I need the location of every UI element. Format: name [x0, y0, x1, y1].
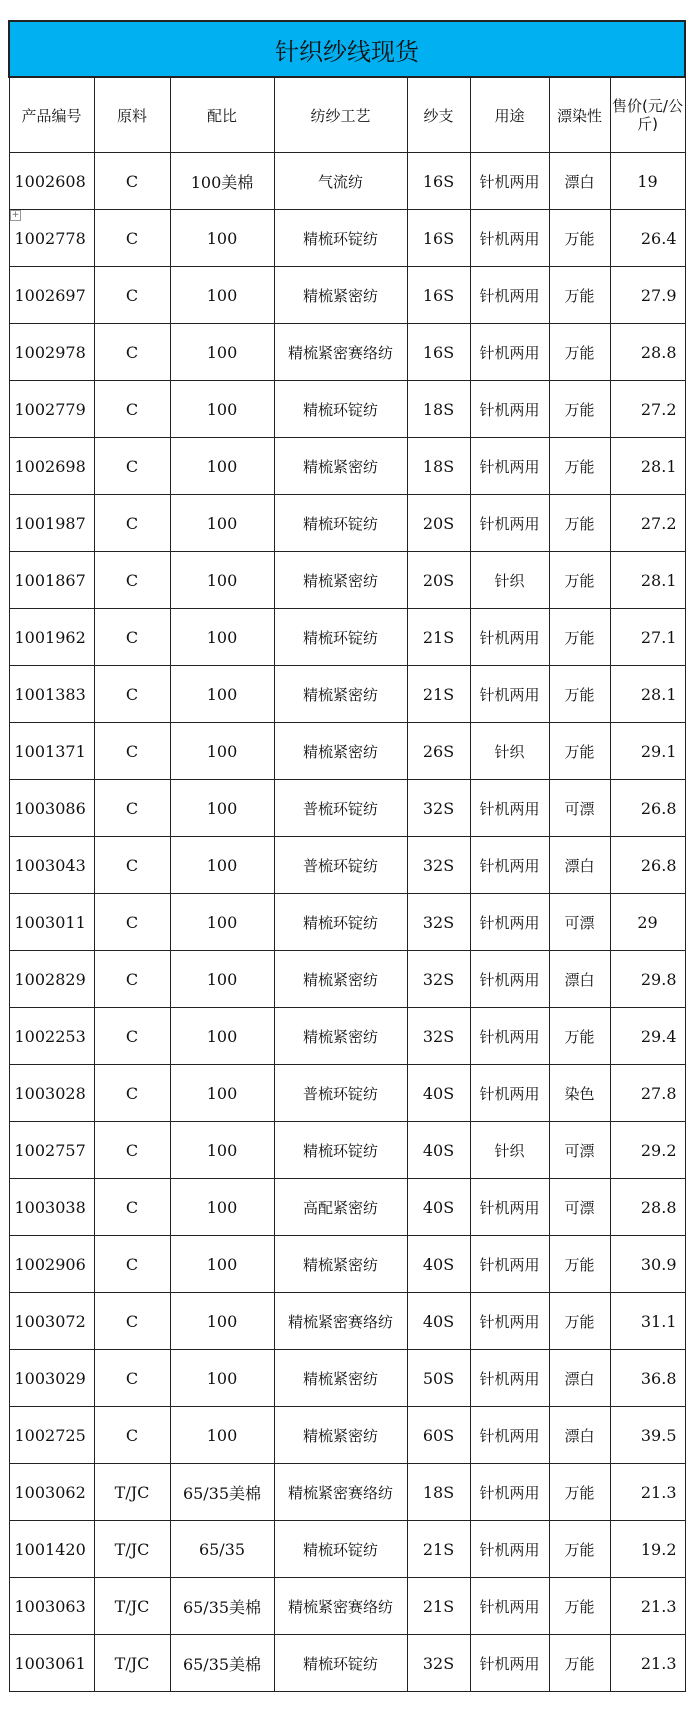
price-cell[interactable]: 27.8	[610, 1065, 685, 1122]
product-code-cell[interactable]: 1001962	[9, 609, 94, 666]
ratio-cell[interactable]: 65/35	[170, 1521, 274, 1578]
count-cell[interactable]: 16S	[407, 324, 470, 381]
price-cell[interactable]: 36.8	[610, 1350, 685, 1407]
material-cell[interactable]: C	[94, 153, 170, 210]
ratio-cell[interactable]: 100	[170, 723, 274, 780]
material-cell[interactable]: C	[94, 837, 170, 894]
product-code-cell[interactable]: 1002778	[9, 210, 94, 267]
product-code-cell[interactable]: 1002608	[9, 153, 94, 210]
material-cell[interactable]: C	[94, 723, 170, 780]
usage-cell[interactable]: 针机两用	[470, 153, 549, 210]
material-cell[interactable]: T/JC	[94, 1578, 170, 1635]
ratio-cell[interactable]: 100	[170, 894, 274, 951]
table-row	[9, 324, 685, 381]
material-cell[interactable]: C	[94, 609, 170, 666]
ratio-cell[interactable]: 100	[170, 1236, 274, 1293]
process-cell[interactable]: 精梳紧密纺	[274, 951, 407, 1008]
dyeability-cell[interactable]: 万能	[549, 324, 610, 381]
dyeability-cell[interactable]: 万能	[549, 609, 610, 666]
usage-cell[interactable]: 针机两用	[470, 894, 549, 951]
price-cell[interactable]: 26.4	[610, 210, 685, 267]
price-cell[interactable]: 27.2	[610, 381, 685, 438]
price-cell[interactable]: 21.3	[610, 1578, 685, 1635]
dyeability-cell[interactable]: 染色	[549, 1065, 610, 1122]
dyeability-cell[interactable]: 可漂	[549, 1179, 610, 1236]
process-cell[interactable]: 精梳环锭纺	[274, 495, 407, 552]
dyeability-cell[interactable]: 漂白	[549, 153, 610, 210]
ratio-cell[interactable]: 100	[170, 1179, 274, 1236]
process-cell[interactable]: 精梳紧密赛络纺	[274, 1578, 407, 1635]
table-row	[9, 1407, 685, 1464]
price-cell[interactable]: 31.1	[610, 1293, 685, 1350]
product-code-cell[interactable]: 1002698	[9, 438, 94, 495]
material-cell[interactable]: C	[94, 780, 170, 837]
process-cell[interactable]: 精梳紧密纺	[274, 666, 407, 723]
dyeability-cell[interactable]: 漂白	[549, 951, 610, 1008]
material-cell[interactable]: C	[94, 894, 170, 951]
ratio-cell[interactable]: 100	[170, 837, 274, 894]
ratio-cell[interactable]: 100	[170, 381, 274, 438]
material-cell[interactable]: C	[94, 666, 170, 723]
ratio-cell[interactable]: 100	[170, 1350, 274, 1407]
column-header: 配比	[170, 77, 274, 153]
count-cell[interactable]: 60S	[407, 1407, 470, 1464]
product-code-cell[interactable]: 1002906	[9, 1236, 94, 1293]
product-code-cell[interactable]: 1003072	[9, 1293, 94, 1350]
dyeability-cell[interactable]: 万能	[549, 1578, 610, 1635]
column-header: 漂染性	[549, 77, 610, 153]
table-row	[9, 723, 685, 780]
dyeability-cell[interactable]: 万能	[549, 1521, 610, 1578]
ratio-cell[interactable]: 100	[170, 495, 274, 552]
column-header: 售价(元/公斤)	[610, 77, 685, 153]
usage-cell[interactable]: 针机两用	[470, 1350, 549, 1407]
product-code-cell[interactable]: 1001987	[9, 495, 94, 552]
table-row	[9, 495, 685, 552]
dyeability-cell[interactable]: 万能	[549, 1635, 610, 1692]
dyeability-cell[interactable]: 漂白	[549, 837, 610, 894]
table-row	[9, 1464, 685, 1521]
material-cell[interactable]: C	[94, 1065, 170, 1122]
product-code-cell[interactable]: 1002725	[9, 1407, 94, 1464]
count-cell[interactable]: 32S	[407, 1635, 470, 1692]
table-row	[9, 837, 685, 894]
table-row	[9, 1293, 685, 1350]
price-cell[interactable]: 27.9	[610, 267, 685, 324]
usage-cell[interactable]: 针机两用	[470, 438, 549, 495]
price-cell[interactable]: 19	[610, 153, 685, 210]
process-cell[interactable]: 精梳环锭纺	[274, 609, 407, 666]
count-cell[interactable]: 18S	[407, 1464, 470, 1521]
process-cell[interactable]: 精梳环锭纺	[274, 210, 407, 267]
count-cell[interactable]: 32S	[407, 780, 470, 837]
usage-cell[interactable]: 针机两用	[470, 210, 549, 267]
price-cell[interactable]: 27.2	[610, 495, 685, 552]
process-cell[interactable]: 精梳环锭纺	[274, 894, 407, 951]
ratio-cell[interactable]: 100	[170, 210, 274, 267]
material-cell[interactable]: T/JC	[94, 1464, 170, 1521]
table-row	[9, 609, 685, 666]
product-code-cell[interactable]: 1002779	[9, 381, 94, 438]
count-cell[interactable]: 16S	[407, 153, 470, 210]
material-cell[interactable]: C	[94, 495, 170, 552]
usage-cell[interactable]: 针织	[470, 552, 549, 609]
column-header: 原料	[94, 77, 170, 153]
material-cell[interactable]: C	[94, 1236, 170, 1293]
count-cell[interactable]: 21S	[407, 1521, 470, 1578]
price-cell[interactable]: 39.5	[610, 1407, 685, 1464]
column-header: 用途	[470, 77, 549, 153]
count-cell[interactable]: 32S	[407, 951, 470, 1008]
product-code-cell[interactable]: 1003043	[9, 837, 94, 894]
ratio-cell[interactable]: 100	[170, 324, 274, 381]
process-cell[interactable]: 精梳紧密纺	[274, 1008, 407, 1065]
product-code-cell[interactable]: 1002757	[9, 1122, 94, 1179]
dyeability-cell[interactable]: 万能	[549, 381, 610, 438]
usage-cell[interactable]: 针机两用	[470, 1635, 549, 1692]
product-code-cell[interactable]: 1001420	[9, 1521, 94, 1578]
usage-cell[interactable]: 针机两用	[470, 495, 549, 552]
price-cell[interactable]: 26.8	[610, 780, 685, 837]
material-cell[interactable]: T/JC	[94, 1521, 170, 1578]
product-code-cell[interactable]: 1003028	[9, 1065, 94, 1122]
material-cell[interactable]: C	[94, 552, 170, 609]
column-header: 纱支	[407, 77, 470, 153]
table-row	[9, 1350, 685, 1407]
price-cell[interactable]: 29.1	[610, 723, 685, 780]
dyeability-cell[interactable]: 漂白	[549, 1407, 610, 1464]
column-header: 产品编号	[9, 77, 94, 153]
price-cell[interactable]: 29.2	[610, 1122, 685, 1179]
price-cell[interactable]: 29	[610, 894, 685, 951]
product-code-cell[interactable]: 1003061	[9, 1635, 94, 1692]
product-code-cell[interactable]: 1003038	[9, 1179, 94, 1236]
ratio-cell[interactable]: 100	[170, 1065, 274, 1122]
count-cell[interactable]: 40S	[407, 1293, 470, 1350]
ratio-cell[interactable]: 65/35美棉	[170, 1464, 274, 1521]
price-cell[interactable]: 19.2	[610, 1521, 685, 1578]
count-cell[interactable]: 18S	[407, 438, 470, 495]
dyeability-cell[interactable]: 万能	[549, 1293, 610, 1350]
process-cell[interactable]: 精梳紧密纺	[274, 438, 407, 495]
dyeability-cell[interactable]: 万能	[549, 495, 610, 552]
process-cell[interactable]: 气流纺	[274, 153, 407, 210]
product-code-cell[interactable]: 1001867	[9, 552, 94, 609]
table-row	[9, 267, 685, 324]
count-cell[interactable]: 21S	[407, 609, 470, 666]
count-cell[interactable]: 40S	[407, 1122, 470, 1179]
process-cell[interactable]: 精梳紧密纺	[274, 723, 407, 780]
price-cell[interactable]: 21.3	[610, 1464, 685, 1521]
count-cell[interactable]: 32S	[407, 837, 470, 894]
usage-cell[interactable]: 针机两用	[470, 1521, 549, 1578]
usage-cell[interactable]: 针机两用	[470, 837, 549, 894]
ratio-cell[interactable]: 100	[170, 1407, 274, 1464]
usage-cell[interactable]: 针织	[470, 723, 549, 780]
product-code-cell[interactable]: 1003062	[9, 1464, 94, 1521]
count-cell[interactable]: 32S	[407, 894, 470, 951]
count-cell[interactable]: 18S	[407, 381, 470, 438]
usage-cell[interactable]: 针机两用	[470, 1578, 549, 1635]
table-row	[9, 894, 685, 951]
dyeability-cell[interactable]: 万能	[549, 552, 610, 609]
dyeability-cell[interactable]: 可漂	[549, 894, 610, 951]
price-cell[interactable]: 30.9	[610, 1236, 685, 1293]
material-cell[interactable]: C	[94, 381, 170, 438]
process-cell[interactable]: 高配紧密纺	[274, 1179, 407, 1236]
table-row	[9, 1065, 685, 1122]
process-cell[interactable]: 精梳环锭纺	[274, 381, 407, 438]
process-cell[interactable]: 普梳环锭纺	[274, 780, 407, 837]
product-code-cell[interactable]: 1003086	[9, 780, 94, 837]
process-cell[interactable]: 精梳紧密赛络纺	[274, 1464, 407, 1521]
process-cell[interactable]: 精梳紧密赛络纺	[274, 324, 407, 381]
product-code-cell[interactable]: 1002829	[9, 951, 94, 1008]
price-cell[interactable]: 28.1	[610, 552, 685, 609]
table-row	[9, 780, 685, 837]
dyeability-cell[interactable]: 万能	[549, 1008, 610, 1065]
usage-cell[interactable]: 针机两用	[470, 1008, 549, 1065]
usage-cell[interactable]: 针机两用	[470, 1065, 549, 1122]
table-row	[9, 951, 685, 1008]
count-cell[interactable]: 20S	[407, 495, 470, 552]
price-cell[interactable]: 29.4	[610, 1008, 685, 1065]
dyeability-cell[interactable]: 万能	[549, 1236, 610, 1293]
price-cell[interactable]: 28.8	[610, 1179, 685, 1236]
count-cell[interactable]: 32S	[407, 1008, 470, 1065]
price-cell[interactable]: 27.1	[610, 609, 685, 666]
table-row	[9, 666, 685, 723]
ratio-cell[interactable]: 100	[170, 438, 274, 495]
ratio-cell[interactable]: 65/35美棉	[170, 1578, 274, 1635]
process-cell[interactable]: 精梳紧密纺	[274, 1350, 407, 1407]
table-row	[9, 438, 685, 495]
process-cell[interactable]: 精梳环锭纺	[274, 1635, 407, 1692]
usage-cell[interactable]: 针机两用	[470, 324, 549, 381]
ratio-cell[interactable]: 100	[170, 780, 274, 837]
material-cell[interactable]: C	[94, 438, 170, 495]
process-cell[interactable]: 普梳环锭纺	[274, 1065, 407, 1122]
yarn-stock-table	[8, 20, 686, 1692]
ratio-cell[interactable]: 100	[170, 1293, 274, 1350]
dyeability-cell[interactable]: 可漂	[549, 1122, 610, 1179]
usage-cell[interactable]: 针机两用	[470, 609, 549, 666]
material-cell[interactable]: T/JC	[94, 1635, 170, 1692]
count-cell[interactable]: 16S	[407, 210, 470, 267]
material-cell[interactable]: C	[94, 324, 170, 381]
product-code-cell[interactable]: 1002697	[9, 267, 94, 324]
process-cell[interactable]: 精梳环锭纺	[274, 1521, 407, 1578]
product-code-cell[interactable]: 1003063	[9, 1578, 94, 1635]
header-row	[9, 77, 685, 153]
table-row	[9, 1521, 685, 1578]
usage-cell[interactable]: 针机两用	[470, 780, 549, 837]
count-cell[interactable]: 21S	[407, 1578, 470, 1635]
count-cell[interactable]: 21S	[407, 666, 470, 723]
material-cell[interactable]: C	[94, 1350, 170, 1407]
product-code-cell[interactable]: 1002253	[9, 1008, 94, 1065]
table-row	[9, 1578, 685, 1635]
material-cell[interactable]: C	[94, 210, 170, 267]
dyeability-cell[interactable]: 可漂	[549, 780, 610, 837]
ratio-cell[interactable]: 100美棉	[170, 153, 274, 210]
table-body	[9, 153, 685, 1692]
count-cell[interactable]: 20S	[407, 552, 470, 609]
usage-cell[interactable]: 针机两用	[470, 1407, 549, 1464]
price-cell[interactable]: 28.1	[610, 438, 685, 495]
process-cell[interactable]: 精梳紧密纺	[274, 552, 407, 609]
process-cell[interactable]: 精梳紧密纺	[274, 267, 407, 324]
process-cell[interactable]: 精梳紧密纺	[274, 1407, 407, 1464]
process-cell[interactable]: 精梳紧密纺	[274, 1236, 407, 1293]
process-cell[interactable]: 精梳环锭纺	[274, 1122, 407, 1179]
product-code-cell[interactable]: 1003029	[9, 1350, 94, 1407]
product-code-cell[interactable]: 1003011	[9, 894, 94, 951]
dyeability-cell[interactable]: 万能	[549, 666, 610, 723]
count-cell[interactable]: 40S	[407, 1179, 470, 1236]
material-cell[interactable]: C	[94, 267, 170, 324]
usage-cell[interactable]: 针织	[470, 1122, 549, 1179]
product-code-cell[interactable]: 1001383	[9, 666, 94, 723]
material-cell[interactable]: C	[94, 1407, 170, 1464]
usage-cell[interactable]: 针机两用	[470, 1464, 549, 1521]
table-row	[9, 1122, 685, 1179]
table-row	[9, 1008, 685, 1065]
ratio-cell[interactable]: 100	[170, 1008, 274, 1065]
count-cell[interactable]: 16S	[407, 267, 470, 324]
ratio-cell[interactable]: 100	[170, 1122, 274, 1179]
price-cell[interactable]: 26.8	[610, 837, 685, 894]
table-row	[9, 210, 685, 267]
material-cell[interactable]: C	[94, 1293, 170, 1350]
dyeability-cell[interactable]: 万能	[549, 210, 610, 267]
material-cell[interactable]: C	[94, 1179, 170, 1236]
material-cell[interactable]: C	[94, 1008, 170, 1065]
ratio-cell[interactable]: 100	[170, 552, 274, 609]
sheet-title: 针织纱线现货	[9, 21, 685, 77]
process-cell[interactable]: 普梳环锭纺	[274, 837, 407, 894]
table-row	[9, 1179, 685, 1236]
count-cell[interactable]: 40S	[407, 1065, 470, 1122]
price-cell[interactable]: 28.1	[610, 666, 685, 723]
usage-cell[interactable]: 针机两用	[470, 951, 549, 1008]
price-cell[interactable]: 29.8	[610, 951, 685, 1008]
ratio-cell[interactable]: 100	[170, 951, 274, 1008]
count-cell[interactable]: 50S	[407, 1350, 470, 1407]
material-cell[interactable]: C	[94, 1122, 170, 1179]
table-row	[9, 552, 685, 609]
usage-cell[interactable]: 针机两用	[470, 381, 549, 438]
product-code-cell[interactable]: 1002978	[9, 324, 94, 381]
table-row	[9, 153, 685, 210]
plus-box-icon[interactable]: +	[11, 210, 20, 220]
column-header: 纺纱工艺	[274, 77, 407, 153]
ratio-cell[interactable]: 100	[170, 267, 274, 324]
table-row	[9, 1236, 685, 1293]
count-cell[interactable]: 26S	[407, 723, 470, 780]
price-cell[interactable]: 21.3	[610, 1635, 685, 1692]
price-cell[interactable]: 28.8	[610, 324, 685, 381]
material-cell[interactable]: C	[94, 951, 170, 1008]
usage-cell[interactable]: 针机两用	[470, 267, 549, 324]
table-row	[9, 1635, 685, 1692]
usage-cell[interactable]: 针机两用	[470, 1293, 549, 1350]
usage-cell[interactable]: 针机两用	[470, 1236, 549, 1293]
product-code-cell[interactable]: 1001371	[9, 723, 94, 780]
dyeability-cell[interactable]: 漂白	[549, 1350, 610, 1407]
table-row	[9, 381, 685, 438]
process-cell[interactable]: 精梳紧密赛络纺	[274, 1293, 407, 1350]
dyeability-cell[interactable]: 万能	[549, 438, 610, 495]
dyeability-cell[interactable]: 万能	[549, 723, 610, 780]
ratio-cell[interactable]: 100	[170, 666, 274, 723]
ratio-cell[interactable]: 100	[170, 609, 274, 666]
usage-cell[interactable]: 针机两用	[470, 1179, 549, 1236]
dyeability-cell[interactable]: 万能	[549, 1464, 610, 1521]
usage-cell[interactable]: 针机两用	[470, 666, 549, 723]
count-cell[interactable]: 40S	[407, 1236, 470, 1293]
dyeability-cell[interactable]: 万能	[549, 267, 610, 324]
ratio-cell[interactable]: 65/35美棉	[170, 1635, 274, 1692]
